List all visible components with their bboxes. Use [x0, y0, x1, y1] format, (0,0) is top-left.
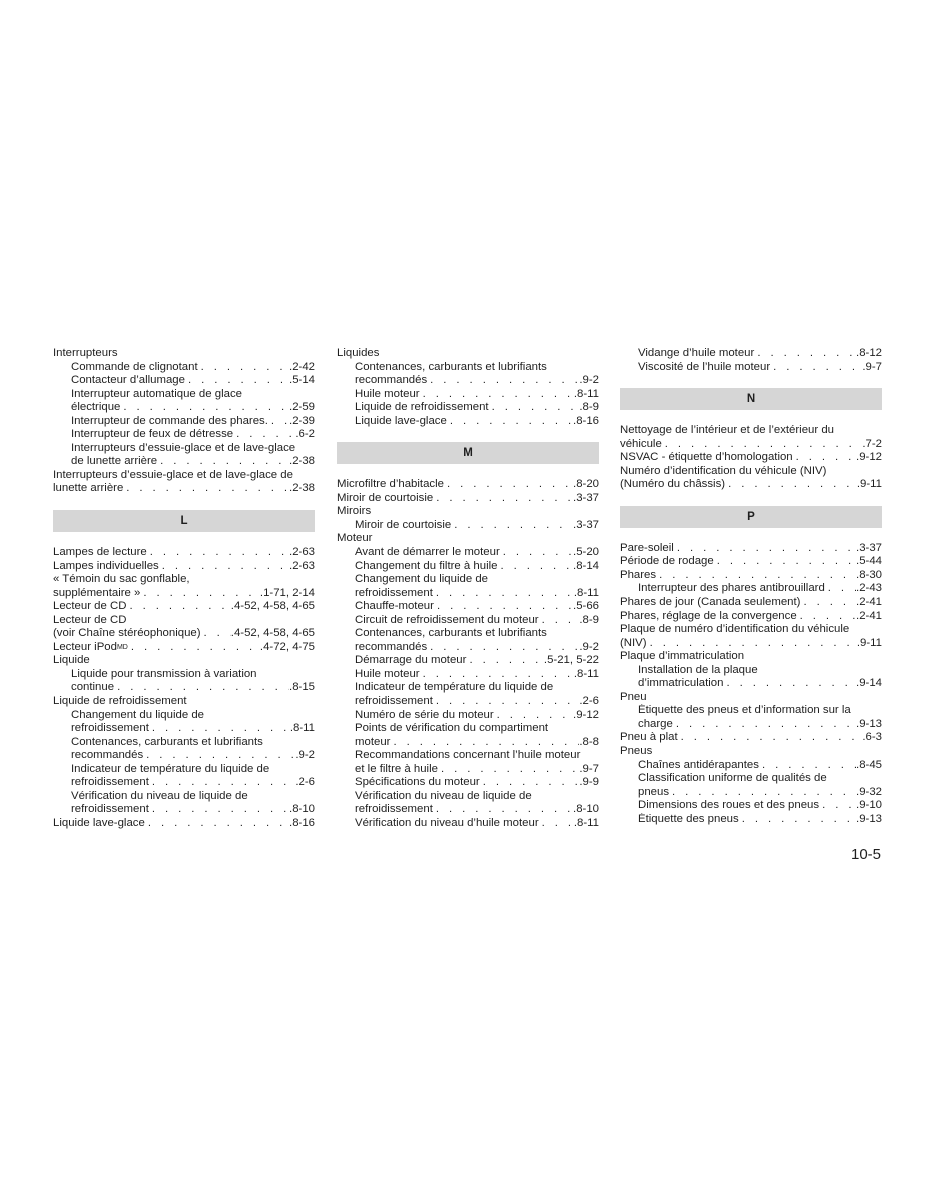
- index-entry-text: refroidissement: [355, 586, 433, 599]
- index-heading-line: Pneu: [620, 690, 647, 703]
- index-entry-pages: .8-16: [289, 816, 315, 829]
- index-entry-text: refroidissement: [71, 722, 149, 735]
- index-entry: [620, 596, 882, 610]
- index-entry: [337, 478, 599, 492]
- section-letter-header: L: [53, 510, 315, 532]
- dot-leader: [140, 587, 260, 601]
- dot-leader: [123, 482, 289, 496]
- index-entry-pages: .8-9: [579, 613, 599, 626]
- index-entry-text: Dimensions des roues et des pneus: [638, 799, 820, 812]
- index-heading-line: Installation de la plaque: [638, 663, 758, 676]
- dot-leader: [420, 388, 574, 402]
- index-entry-text: Lampes de lecture: [53, 546, 147, 559]
- index-entry-pages: .3-37: [856, 541, 882, 554]
- index-entry: [337, 641, 599, 655]
- index-entry: [53, 681, 315, 695]
- index-entry-text: de lunette arrière: [71, 455, 158, 468]
- index-entry-text: Miroir de courtoisie: [337, 491, 434, 504]
- index-entry-text: Démarrage du moteur: [355, 654, 467, 667]
- index-entry-text: Vérification du niveau d’huile moteur: [355, 816, 539, 829]
- index-entry: [53, 482, 315, 496]
- index-entry-text: Liquide de refroidissement: [355, 401, 489, 414]
- index-heading-line: Recommandations concernant l’huile moteur: [355, 749, 581, 762]
- index-entry: [337, 415, 599, 429]
- dot-leader: [673, 718, 856, 732]
- dot-leader: [157, 455, 289, 469]
- index-entry-text: (Numéro du châssis): [620, 478, 726, 491]
- index-entry-pages: .8-14: [573, 559, 599, 572]
- index-entry-pages: .8-11: [573, 667, 599, 680]
- index-heading-line: Interrupteurs: [53, 347, 118, 359]
- index-column-1: [53, 347, 315, 831]
- dot-leader: [539, 817, 574, 831]
- index-heading-line: Vérification du niveau de liquide de: [71, 789, 248, 802]
- dot-leader: [793, 451, 856, 465]
- index-entry-pages: .8-9: [579, 401, 599, 414]
- index-entry: [337, 388, 599, 402]
- index-entry-pages: .3-37: [573, 518, 599, 531]
- dot-leader: [147, 546, 289, 560]
- index-heading-line: Changement du liquide de: [71, 708, 204, 721]
- index-entry-text: Circuit de refroidissement du moteur: [355, 613, 539, 626]
- index-entry: [337, 374, 599, 388]
- index-entry-text: Liquide lave-glace: [355, 414, 447, 427]
- index-entry-pages: .2-63: [289, 546, 315, 559]
- dot-leader: [126, 600, 230, 614]
- index-entry-superscript: MD: [116, 643, 128, 651]
- dot-leader: [447, 415, 573, 429]
- index-entry-pages: .9-2: [295, 749, 315, 762]
- index-entry-text: Interrupteur de commande des phares.: [71, 414, 268, 427]
- index-entry: [337, 817, 599, 831]
- index-heading-line: Classification uniforme de qualités de: [638, 772, 827, 785]
- index-entry-text: Viscosité de l’huile moteur: [638, 360, 771, 373]
- dot-leader: [539, 614, 580, 628]
- index-entry-pages: .2-42: [289, 360, 315, 373]
- dot-leader: [497, 560, 573, 574]
- index-entry-pages: .6-2: [295, 428, 315, 441]
- index-entry: [53, 587, 315, 601]
- index-entry: [337, 600, 599, 614]
- index-heading-line: Plaque d’immatriculation: [620, 650, 745, 663]
- index-heading-line: Liquide: [53, 654, 90, 667]
- dot-leader: [268, 415, 289, 429]
- index-entry-text: Microfiltre d’habitacle: [337, 478, 444, 491]
- index-entry-text: Liquide lave-glace: [53, 816, 145, 829]
- index-entry-pages: .9-7: [579, 762, 599, 775]
- index-entry-text: véhicule: [620, 437, 662, 450]
- index-entry: [337, 736, 599, 750]
- index-entry: [620, 759, 882, 773]
- index-entry: [53, 722, 315, 736]
- index-entry-pages: .9-11: [856, 636, 882, 649]
- section-letter-header: P: [620, 506, 882, 528]
- index-entry-pages: .2-59: [289, 401, 315, 414]
- dot-leader: [770, 361, 862, 375]
- index-entry-text: Pneu à plat: [620, 731, 678, 744]
- dot-leader: [480, 776, 580, 790]
- dot-leader: [149, 722, 290, 736]
- index-heading-line: Liquides: [337, 347, 380, 359]
- index-entry-pages: .9-32: [856, 785, 882, 798]
- index-entry: [620, 438, 882, 452]
- dot-leader: [149, 803, 289, 817]
- dot-leader: [233, 428, 295, 442]
- index-entry-pages: .6-3: [862, 731, 882, 744]
- dot-leader: [185, 374, 289, 388]
- index-entry-text: Chauffe-moteur: [355, 600, 434, 613]
- index-entry-pages: .2-6: [579, 695, 599, 708]
- index-entry: [53, 455, 315, 469]
- dot-leader: [427, 374, 579, 388]
- index-heading-line: Numéro d’identification du véhicule (NIV): [620, 464, 827, 477]
- index-entry-text: NSVAC - étiquette d’homologation: [620, 451, 793, 464]
- dot-leader: [662, 438, 863, 452]
- index-entry: [53, 428, 315, 442]
- index-entry: [53, 803, 315, 817]
- index-entry-pages: .8-11: [289, 722, 315, 735]
- dot-leader: [500, 546, 573, 560]
- index-entry: [53, 560, 315, 574]
- index-entry-pages: .2-38: [289, 455, 315, 468]
- index-entry: [620, 813, 882, 827]
- index-entry-pages: .5-44: [856, 555, 882, 568]
- index-entry: [620, 637, 882, 651]
- index-entry-pages: .8-16: [573, 414, 599, 427]
- dot-leader: [390, 736, 579, 750]
- index-entry-text: supplémentaire »: [53, 586, 141, 599]
- index-entry-pages: .8-11: [573, 816, 599, 829]
- index-entry-text: refroidissement: [71, 776, 149, 789]
- index-entry-text: Commande de clignotant: [71, 360, 198, 373]
- index-entry: [620, 799, 882, 813]
- index-heading-line: Lecteur de CD: [53, 613, 127, 626]
- dot-leader: [759, 759, 856, 773]
- index-entry: [337, 709, 599, 723]
- index-entry-pages: .4-72, 4-75: [259, 640, 315, 653]
- dot-leader: [198, 361, 289, 375]
- index-entry: [337, 695, 599, 709]
- index-entry: [337, 668, 599, 682]
- dot-leader: [754, 347, 856, 361]
- index-entry-text: lunette arrière: [53, 482, 124, 495]
- dot-leader: [800, 596, 856, 610]
- index-entry-pages: .8-30: [856, 568, 882, 581]
- section-letter-header: N: [620, 388, 882, 410]
- index-entry-text: Lampes individuelles: [53, 559, 159, 572]
- index-entry-pages: .8-12: [856, 347, 882, 359]
- index-entry-pages: .2-6: [295, 776, 315, 789]
- dot-leader: [159, 560, 289, 574]
- index-entry: [620, 677, 882, 691]
- dot-leader: [201, 627, 231, 641]
- index-entry: [620, 347, 882, 361]
- index-entry: [620, 555, 882, 569]
- index-entry-pages: .2-43: [856, 582, 882, 595]
- index-entry: [620, 610, 882, 624]
- index-entry-text: moteur: [355, 735, 391, 748]
- index-entry-text: d’immatriculation: [638, 677, 724, 690]
- index-entry-text: pneus: [638, 785, 670, 798]
- index-entry-pages: .2-41: [856, 596, 882, 609]
- index-entry-text: Pare-soleil: [620, 541, 674, 554]
- dot-leader: [489, 401, 580, 415]
- index-heading-line: Étiquette des pneus et d’information sur la: [638, 704, 851, 717]
- index-heading-line: Contenances, carburants et lubrifiants: [71, 735, 263, 748]
- dot-leader: [149, 776, 295, 790]
- index-entry-pages: .9-11: [856, 478, 882, 491]
- index-heading-line: Points de vérification du compartiment: [355, 722, 549, 735]
- index-entry-text: Avant de démarrer le moteur: [355, 546, 500, 559]
- index-entry-pages: .8-11: [573, 586, 599, 599]
- index-entry-text: refroidissement: [355, 695, 433, 708]
- index-entry-text: Numéro de série du moteur: [355, 708, 494, 721]
- index-heading-line: Plaque de numéro d’identification du véhicule: [620, 623, 850, 636]
- index-heading-line: « Témoin du sac gonflable,: [53, 573, 190, 586]
- index-column-2: [337, 347, 599, 831]
- index-heading-line: Miroirs: [337, 505, 372, 518]
- index-entry-text: Phares de jour (Canada seulement): [620, 596, 801, 609]
- index-entry-text: (voir Chaîne stéréophonique): [53, 627, 201, 640]
- index-entry: [337, 401, 599, 415]
- index-heading-line: Pneus: [620, 745, 653, 758]
- index-entry-text: Vidange d’huile moteur: [638, 347, 755, 359]
- index-entry-pages: .8-20: [573, 478, 599, 491]
- index-entry-pages: .9-7: [862, 360, 882, 373]
- index-heading-line: Contenances, carburants et lubrifiants: [355, 627, 547, 640]
- dot-leader: [466, 654, 543, 668]
- index-entry-text: Interrupteur de feux de détresse: [71, 428, 234, 441]
- index-entry-pages: .3-37: [573, 491, 599, 504]
- index-entry-pages: .7-2: [862, 437, 882, 450]
- index-entry: [620, 786, 882, 800]
- index-entry-text: Spécifications du moteur: [355, 776, 480, 789]
- index-entry: [53, 600, 315, 614]
- index-entry-pages: .5-66: [573, 600, 599, 613]
- index-entry: [337, 654, 599, 668]
- index-entry-text: (NIV): [620, 636, 647, 649]
- index-entry-text: Huile moteur: [355, 387, 420, 400]
- index-entry: [620, 731, 882, 745]
- index-entry-text: Période de rodage: [620, 555, 714, 568]
- dot-leader: [128, 641, 260, 655]
- dot-leader: [656, 569, 856, 583]
- index-entry-pages: .1-71, 2-14: [259, 586, 315, 599]
- dot-leader: [434, 600, 573, 614]
- dot-leader: [438, 763, 579, 777]
- index-entry: [53, 641, 315, 655]
- dot-leader: [739, 813, 856, 827]
- index-entry: [620, 569, 882, 583]
- index-entry-text: continue: [71, 681, 115, 694]
- dot-leader: [433, 695, 579, 709]
- index-entry-text: Lecteur iPod: [53, 640, 117, 653]
- index-heading-line: Liquide de refroidissement: [53, 695, 187, 708]
- index-entry: [53, 415, 315, 429]
- index-entry-pages: .8-11: [573, 387, 599, 400]
- index-heading-line: Nettoyage de l’intérieur et de l’extérieur du: [620, 424, 835, 437]
- index-entry-text: électrique: [71, 401, 121, 414]
- index-entry-pages: .4-52, 4-58, 4-65: [230, 600, 315, 613]
- index-entry: [337, 492, 599, 506]
- index-entry-pages: .8-8: [579, 735, 599, 748]
- dot-leader: [825, 582, 856, 596]
- index-entry-text: refroidissement: [71, 803, 149, 816]
- index-entry: [620, 718, 882, 732]
- index-entry-pages: .2-63: [289, 559, 315, 572]
- index-heading-line: Liquide pour transmission à variation: [71, 667, 257, 680]
- index-entry: [337, 803, 599, 817]
- dot-leader: [723, 677, 856, 691]
- dot-leader: [819, 799, 856, 813]
- dot-leader: [433, 803, 573, 817]
- index-entry: [53, 749, 315, 763]
- index-entry-pages: .9-13: [856, 812, 882, 825]
- index-entry-text: Changement du filtre à huile: [355, 559, 498, 572]
- dot-leader: [678, 731, 863, 745]
- dot-leader: [669, 786, 856, 800]
- dot-leader: [797, 610, 856, 624]
- index-entry-text: Lecteur de CD: [53, 600, 127, 613]
- index-entry: [53, 817, 315, 831]
- index-entry-pages: .2-39: [289, 414, 315, 427]
- index-entry: [53, 546, 315, 560]
- section-letter-header: M: [337, 442, 599, 464]
- index-heading-line: Vérification du niveau de liquide de: [355, 789, 532, 802]
- index-entry-pages: .4-52, 4-58, 4-65: [230, 627, 315, 640]
- index-entry: [620, 582, 882, 596]
- index-heading-line: Indicateur de température du liquide de: [71, 762, 270, 775]
- index-entry: [53, 776, 315, 790]
- index-entry-text: recommandés: [355, 374, 428, 387]
- dot-leader: [145, 817, 289, 831]
- dot-leader: [120, 401, 289, 415]
- index-heading-line: Contenances, carburants et lubrifiants: [355, 360, 547, 373]
- index-entry: [620, 361, 882, 375]
- index-entry-text: refroidissement: [355, 803, 433, 816]
- index-entry: [53, 401, 315, 415]
- index-entry-text: Chaînes antidérapantes: [638, 758, 759, 771]
- page-number: 10-5: [851, 846, 882, 863]
- dot-leader: [114, 681, 289, 695]
- index-entry-pages: .8-10: [573, 803, 599, 816]
- index-heading-line: Moteur: [337, 532, 373, 545]
- index-entry: [337, 614, 599, 628]
- index-entry-pages: .9-12: [856, 451, 882, 464]
- index-heading-line: Interrupteurs d’essuie-glace et de lave-glace: [71, 441, 296, 454]
- dot-leader: [420, 668, 574, 682]
- index-entry-pages: .8-10: [289, 803, 315, 816]
- index-entry: [620, 542, 882, 556]
- dot-leader: [451, 519, 573, 533]
- index-entry-text: Phares: [620, 568, 657, 581]
- index-entry: [337, 587, 599, 601]
- index-entry-pages: .9-9: [579, 776, 599, 789]
- index-entry-text: recommandés: [71, 749, 144, 762]
- index-entry-pages: .5-20: [573, 546, 599, 559]
- dot-leader: [674, 542, 856, 556]
- index-entry-pages: .9-2: [579, 374, 599, 387]
- dot-leader: [433, 587, 574, 601]
- index-entry-text: Phares, réglage de la convergence: [620, 609, 797, 622]
- dot-leader: [714, 555, 856, 569]
- index-entry: [53, 361, 315, 375]
- index-entry-pages: .8-15: [289, 681, 315, 694]
- index-entry-pages: .5-14: [289, 374, 315, 387]
- index-heading-line: Interrupteur automatique de glace: [71, 387, 242, 400]
- index-column-3: [620, 347, 882, 826]
- index-heading-line: Interrupteurs d’essuie-glace et de lave-glace de: [53, 468, 293, 481]
- index-entry-pages: .9-12: [573, 708, 599, 721]
- index-entry-pages: .9-2: [579, 640, 599, 653]
- index-entry-text: recommandés: [355, 640, 428, 653]
- index-entry-pages: .9-13: [856, 717, 882, 730]
- index-entry-pages: .8-45: [856, 758, 882, 771]
- index-entry: [620, 478, 882, 492]
- index-entry-pages: .9-14: [856, 677, 882, 690]
- index-entry-text: Huile moteur: [355, 667, 420, 680]
- index-entry: [53, 627, 315, 641]
- index-entry: [53, 374, 315, 388]
- index-heading-line: Changement du liquide de: [355, 573, 488, 586]
- index-entry: [337, 519, 599, 533]
- index-entry: [337, 546, 599, 560]
- dot-leader: [143, 749, 295, 763]
- dot-leader: [725, 478, 857, 492]
- dot-leader: [444, 478, 573, 492]
- dot-leader: [494, 709, 573, 723]
- index-entry: [337, 763, 599, 777]
- index-entry-pages: .5-21, 5-22: [543, 654, 599, 667]
- index-entry-text: charge: [638, 717, 673, 730]
- index-entry-text: Miroir de courtoisie: [355, 518, 452, 531]
- index-heading-line: Indicateur de température du liquide de: [355, 681, 554, 694]
- dot-leader: [647, 637, 857, 651]
- index-entry-text: Interrupteur des phares antibrouillard: [638, 582, 825, 595]
- index-entry-pages: .9-10: [856, 799, 882, 812]
- index-entry: [620, 451, 882, 465]
- dot-leader: [427, 641, 579, 655]
- index-entry-pages: .2-41: [856, 609, 882, 622]
- index-entry-text: et le filtre à huile: [355, 762, 438, 775]
- index-entry: [337, 560, 599, 574]
- index-entry-pages: .2-38: [289, 482, 315, 495]
- index-entry-text: Étiquette des pneus: [638, 812, 739, 825]
- dot-leader: [433, 492, 573, 506]
- index-entry-text: Contacteur d’allumage: [71, 374, 185, 387]
- index-entry: [337, 776, 599, 790]
